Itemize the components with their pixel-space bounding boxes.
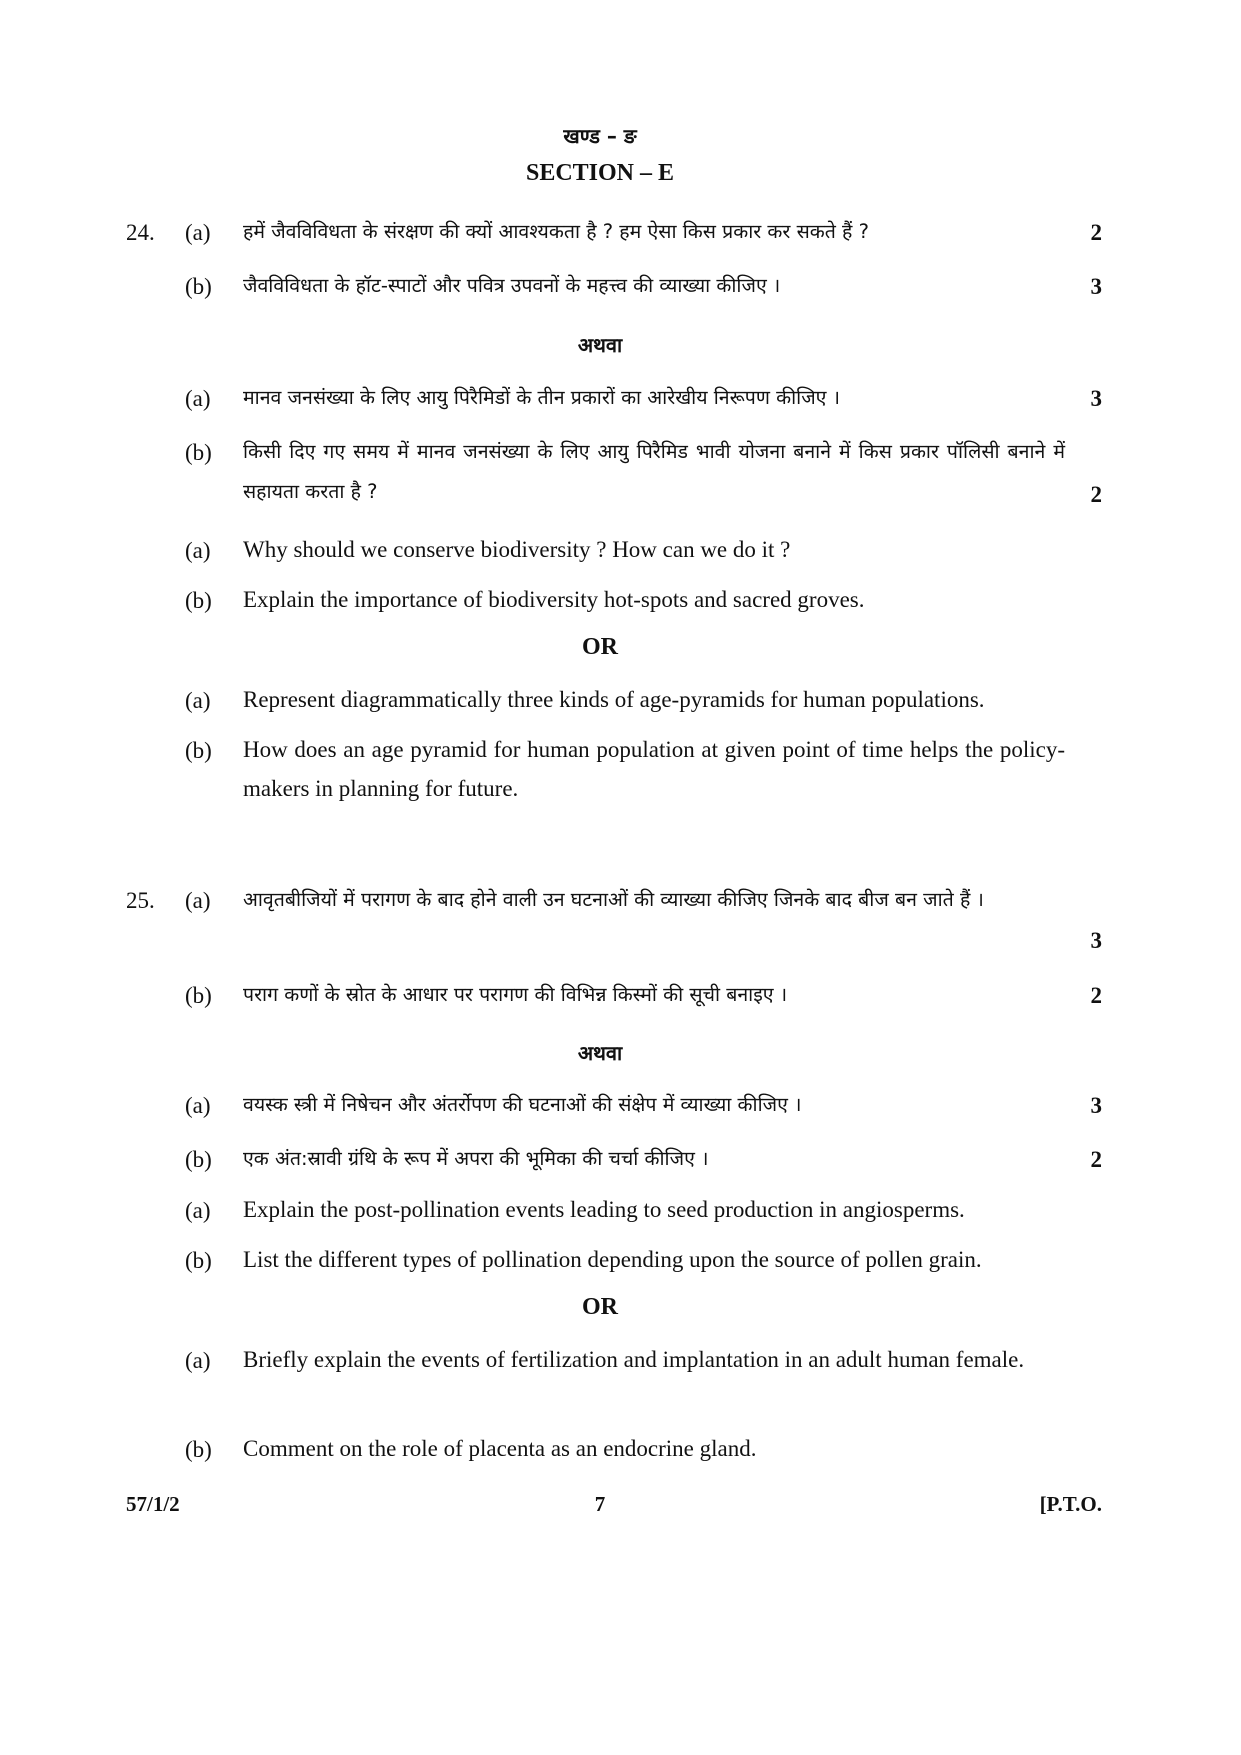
pto-label: [P.T.O. bbox=[1039, 1492, 1102, 1516]
marks: 3 bbox=[1090, 1093, 1102, 1118]
question-text: Explain the importance of biodiversity hot-spots and sacred groves. bbox=[243, 587, 865, 612]
question-text: Explain the post-pollination events leading to seed production in angiosperms. bbox=[243, 1197, 965, 1222]
marks: 2 bbox=[1090, 983, 1102, 1008]
or-heading-english: OR bbox=[582, 1294, 618, 1320]
part-label: (a) bbox=[185, 888, 211, 913]
question-text: Why should we conserve biodiversity ? How can we do it ? bbox=[243, 537, 791, 562]
question-text: किसी दिए गए समय में मानव जनसंख्या के लिए आयु पिरैमिड भावी योजना बनाने में किस प्रकार पॉलिसी बनाने में सहायता करता है ? bbox=[243, 440, 1065, 503]
question-text: List the different types of pollination depending upon the source of pollen grain. bbox=[243, 1247, 982, 1272]
part-label: (b) bbox=[185, 1437, 212, 1462]
question-text: मानव जनसंख्या के लिए आयु पिरैमिडों के तीन प्रकारों का आरेखीय निरूपण कीजिए । bbox=[243, 386, 841, 409]
part-label: (a) bbox=[185, 1348, 211, 1373]
part-label: (b) bbox=[185, 1147, 212, 1172]
or-heading-english: OR bbox=[582, 634, 618, 660]
part-label: (b) bbox=[185, 274, 212, 299]
marks: 3 bbox=[1090, 928, 1102, 953]
section-heading-hindi: खण्ड – ङ bbox=[563, 124, 637, 148]
part-label: (b) bbox=[185, 983, 212, 1008]
question-text: आवृतबीजियों में परागण के बाद होने वाली उन घटनाओं की व्याख्या कीजिए जिनके बाद बीज बन जाते हैं । bbox=[243, 888, 984, 911]
question-number: 24. bbox=[126, 220, 155, 245]
part-label: (b) bbox=[185, 440, 212, 465]
page-number: 7 bbox=[594, 1492, 606, 1516]
question-text: हमें जैवविविधता के संरक्षण की क्यों आवश्यकता है ? हम ऐसा किस प्रकार कर सकते हैं ? bbox=[243, 220, 869, 243]
or-heading-hindi: अथवा bbox=[577, 333, 623, 357]
part-label: (b) bbox=[185, 1248, 212, 1273]
marks: 3 bbox=[1090, 386, 1102, 411]
question-text: How does an age pyramid for human population at given point of time helps the policy-makers in planning for future. bbox=[243, 737, 1065, 801]
question-text: Briefly explain the events of fertilization and implantation in an adult human female. bbox=[243, 1347, 1025, 1372]
part-label: (b) bbox=[185, 738, 212, 763]
question-number: 25. bbox=[126, 888, 155, 913]
question-text: वयस्क स्त्री में निषेचन और अंतर्रोपण की घटनाओं की संक्षेप में व्याख्या कीजिए । bbox=[243, 1093, 802, 1116]
question-text: Comment on the role of placenta as an endocrine gland. bbox=[243, 1436, 757, 1461]
part-label: (a) bbox=[185, 1093, 211, 1118]
question-text: एक अंत:स्रावी ग्रंथि के रूप में अपरा की भूमिका की चर्चा कीजिए । bbox=[243, 1147, 709, 1170]
question-text: Represent diagrammatically three kinds of age-pyramids for human populations. bbox=[243, 687, 985, 712]
question-text: पराग कणों के स्रोत के आधार पर परागण की विभिन्न किस्मों की सूची बनाइए । bbox=[243, 983, 788, 1006]
part-label: (b) bbox=[185, 588, 212, 613]
marks: 2 bbox=[1090, 220, 1102, 245]
part-label: (a) bbox=[185, 688, 211, 713]
or-heading-hindi: अथवा bbox=[577, 1041, 623, 1065]
marks: 2 bbox=[1090, 1147, 1102, 1172]
part-label: (a) bbox=[185, 538, 211, 563]
part-label: (a) bbox=[185, 386, 211, 411]
question-text: जैवविविधता के हॉट-स्पाटों और पवित्र उपवनों के महत्त्व की व्याख्या कीजिए । bbox=[243, 274, 781, 297]
paper-code: 57/1/2 bbox=[126, 1492, 180, 1516]
marks: 2 bbox=[1090, 482, 1102, 507]
marks: 3 bbox=[1090, 274, 1102, 299]
section-heading-english: SECTION – E bbox=[525, 160, 675, 186]
part-label: (a) bbox=[185, 220, 211, 245]
part-label: (a) bbox=[185, 1198, 211, 1223]
